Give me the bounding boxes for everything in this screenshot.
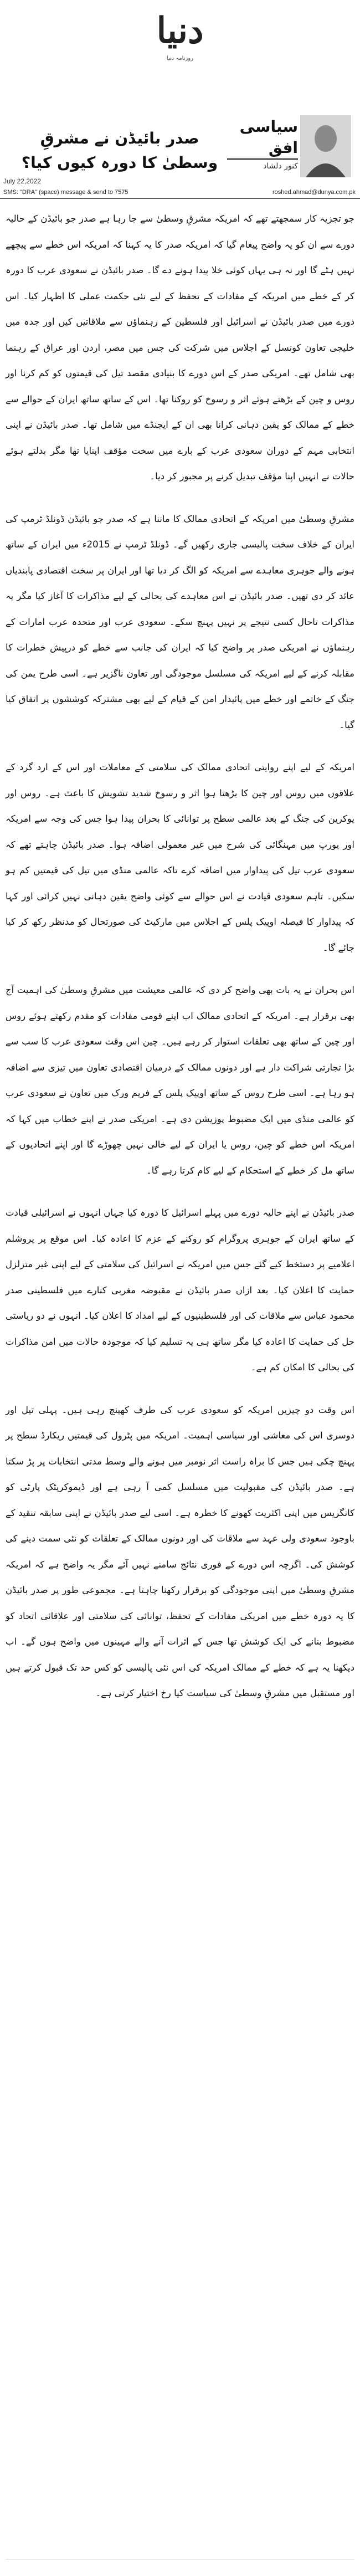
article-paragraph: امریکہ کے لیے اپنے روایتی اتحادی ممالک کی سلامتی کے معاملات اور اس کے ارد گرد کے علاقوں میں روس اور چین کا بڑھتا ہوا اثر و رسوخ شدید تشویش کا باعث ہے۔ روس اور یوکرین کی جنگ کے بعد عالمی سطح پر توانائی کا بحران پیدا ہوا جس کی وجہ سے امریکہ اور یورپ میں مہنگائی کی شرح میں غیر معمولی اضافہ ہوا۔ صدر بائیڈن چاہتے تھے کہ سعودی عرب تیل کی پیداوار میں اضافہ کرے تاکہ عالمی منڈی میں تیل کی قیمتیں کم ہو سکیں۔ تاہم سعودی قیادت نے اس حوالے سے کوئی واضح یقین دہانی نہیں کرائی اور کہا کہ پیداوار کا فیصلہ اوپیک پلس کے اجلاس میں مارکیٹ کی صورتحال کو مدنظر رکھ کر کیا جائے گا۔ (6, 762, 354, 953)
article-headline: صدر بائیڈن نے مشرقِ وسطیٰ کا دورہ کیوں کیا؟ (21, 129, 218, 172)
column-badge (227, 116, 298, 171)
logo-text: دنیا (156, 10, 204, 52)
column-name: سیاسی افق (227, 116, 298, 160)
newspaper-logo (141, 4, 219, 57)
article-body (6, 206, 354, 1723)
publish-date: July 22,2022 (3, 177, 42, 185)
logo-subtitle: روزنامہ دنیا (166, 55, 193, 62)
article-paragraph: اس بحران نے یہ بات بھی واضح کر دی کہ عالمی معیشت میں مشرقِ وسطیٰ کی اہمیت آج بھی برقرار ہے۔ امریکہ کے اتحادی ممالک اب اپنے قومی مفادات کو مقدم رکھتے ہوئے روس اور چین کے ساتھ بھی تعلقات استوار کر رہے ہیں۔ چین اس وقت سعودی عرب کا سب سے بڑا تجارتی شراکت دار ہے اور دونوں ممالک کے درمیان اقتصادی تعاون میں تیزی سے اضافہ ہو رہا ہے۔ اسی طرح روس کے ساتھ اوپیک پلس کے فریم ورک میں تعاون نے سعودی عرب کو عالمی منڈی میں ایک مضبوط پوزیشن دی ہے۔ امریکی صدر نے اپنے خطاب میں کہا کہ امریکہ اس خطے کو چین، روس یا ایران کے لیے خالی نہیں چھوڑے گا اور اپنے اتحادیوں کے ساتھ مل کر خطے کے استحکام کے لیے کام کرتا رہے گا۔ (6, 985, 354, 1176)
article-paragraph: مشرقِ وسطیٰ میں امریکہ کے اتحادی ممالک کا ماننا ہے کہ صدر جو بائیڈن ڈونلڈ ٹرمپ کی ایران کے خلاف سخت پالیسی جاری رکھیں گے۔ ڈونلڈ ٹرمپ نے 2015ء میں ایران کے ساتھ ہونے والے جوہری معاہدے سے امریکہ کو الگ کر دیا تھا اور ایران پر سخت اقتصادی پابندیاں عائد کر دی تھیں۔ صدر بائیڈن نے اس معاہدے کی بحالی کے لیے مذاکرات کا آغاز کیا مگر یہ مذاکرات تاحال کسی نتیجے پر نہیں پہنچ سکے۔ سعودی عرب اور متحدہ عرب امارات کے رہنماؤں نے امریکی صدر پر واضح کیا کہ ایران کی جانب سے خطے کو درپیش خطرات کا مقابلہ کرنے کے لیے امریکہ کی مسلسل موجودگی اور تعاون ناگزیر ہے۔ اسی طرح یمن کی جنگ کے خاتمے اور خطے میں پائیدار امن کے قیام کے لیے بھی مشترکہ کوششوں پر اتفاق کیا گیا۔ (6, 513, 355, 730)
author-name: کنور دلشاد (263, 162, 298, 171)
article-paragraph: اس وقت دو چیزیں امریکہ کو سعودی عرب کی طرف کھینچ رہی ہیں۔ پہلی تیل اور دوسری اس کی معاشی اور سیاسی اہمیت۔ امریکہ میں پٹرول کی قیمتیں ریکارڈ سطح پر پہنچ چکی ہیں جس کا براہ راست اثر نومبر میں ہونے والے وسط مدتی انتخابات پر پڑ سکتا ہے۔ صدر بائیڈن کی مقبولیت میں مسلسل کمی آ رہی ہے اور ڈیموکریٹک پارٹی کو کانگریس میں اپنی اکثریت کھونے کا خطرہ ہے۔ اسی لیے صدر بائیڈن نے اپنی سابقہ تنقید کے باوجود سعودی ولی عہد سے ملاقات کی اور دونوں ممالک کے تعلقات کو نئی سمت دینے کی کوشش کی۔ اگرچہ اس دورے کے فوری نتائج سامنے نہیں آئے مگر یہ واضح ہے کہ امریکہ مشرقِ وسطیٰ میں اپنی موجودگی کو برقرار رکھنا چاہتا ہے۔ مجموعی طور پر صدر بائیڈن کا یہ دورہ خطے میں امریکی مفادات کے تحفظ، توانائی کی سلامتی اور علاقائی اتحاد کو مضبوط بنانے کی ایک کوشش تھا جس کے اثرات آنے والے مہینوں میں واضح ہوں گے۔ اب دیکھنا یہ ہے کہ خطے کے ممالک امریکہ کی اس نئی پالیسی کو کس حد تک قبول کرتے ہیں اور مستقبل میں مشرقِ وسطیٰ کی سیاست کیا رخ اختیار کرتی ہے۔ (6, 1404, 354, 1698)
article-paragraph: صدر بائیڈن نے اپنے حالیہ دورے میں پہلے اسرائیل کا دورہ کیا جہاں انہوں نے اسرائیلی قیادت کے ساتھ ایران کے جوہری پروگرام کو روکنے کے عزم کا اعادہ کیا۔ اس موقع پر یروشلم اعلامیے پر دستخط کیے گئے جس میں امریکہ نے اسرائیل کی سلامتی کے لیے اپنی غیر متزلزل حمایت کا اعلان کیا۔ بعد ازاں صدر بائیڈن نے مقبوضہ مغربی کنارے میں فلسطینی صدر محمود عباس سے ملاقات کی اور فلسطینیوں کے لیے امداد کا اعلان کیا۔ انہوں نے دو ریاستی حل کی حمایت کا اعادہ کیا مگر ساتھ ہی یہ تسلیم کیا کہ موجودہ حالات میں امن مذاکرات کی بحالی کا امکان کم ہے۔ (6, 1207, 354, 1372)
column-header (0, 111, 360, 186)
contact-bar (0, 187, 360, 199)
author-email: roshed.ahmad@dunya.com.pk (272, 189, 356, 196)
page-bottom-rule (6, 2559, 354, 2560)
masthead (0, 0, 360, 111)
sms-info: SMS: "DRA" (space) message & send to 7575 (3, 189, 128, 196)
article-paragraph: جو تجزیہ کار سمجھتے تھے کہ امریکہ مشرقِ وسطیٰ سے جا رہا ہے صدر جو بائیڈن کے حالیہ دورے سے ان کو یہ واضح پیغام گیا کہ امریکہ صدر کا یہ کہنا کہ امریکہ اس خطے سے پیچھے نہیں ہٹے گا اور نہ ہی یہاں کوئی خلا پیدا ہونے دے گا۔ صدر بائیڈن نے سعودی عرب کا دورہ کر کے خطے میں امریکہ کے مفادات کے تحفظ کے لیے نئی حکمت عملی کا اظہار کیا۔ اس دورے میں صدر بائیڈن نے اسرائیل اور فلسطین کے رہنماؤں سے ملاقاتیں کیں اور جدہ میں خلیجی تعاون کونسل کے اجلاس میں شرکت کی جس میں مصر، اردن اور عراق کے رہنما بھی شامل تھے۔ امریکی صدر کے اس دورے کا بنیادی مقصد تیل کی قیمتوں کو کم کرنا اور روس و چین کے بڑھتے ہوئے اثر و رسوخ کو روکنا تھا۔ اس کے ساتھ ساتھ ایران کے حوالے سے خطے کے ممالک کو یقین دہانی کرانا بھی ان کے ایجنڈے میں شامل تھا۔ صدر بائیڈن نے اپنی انتخابی مہم کے دوران سعودی عرب کے بارے میں سخت مؤقف اپنایا تھا مگر بدلتے ہوئے حالات نے انہیں اپنا مؤقف تبدیل کرنے پر مجبور کر دیا۔ (6, 213, 354, 482)
author-portrait-icon (300, 115, 351, 177)
author-photo (300, 115, 351, 177)
